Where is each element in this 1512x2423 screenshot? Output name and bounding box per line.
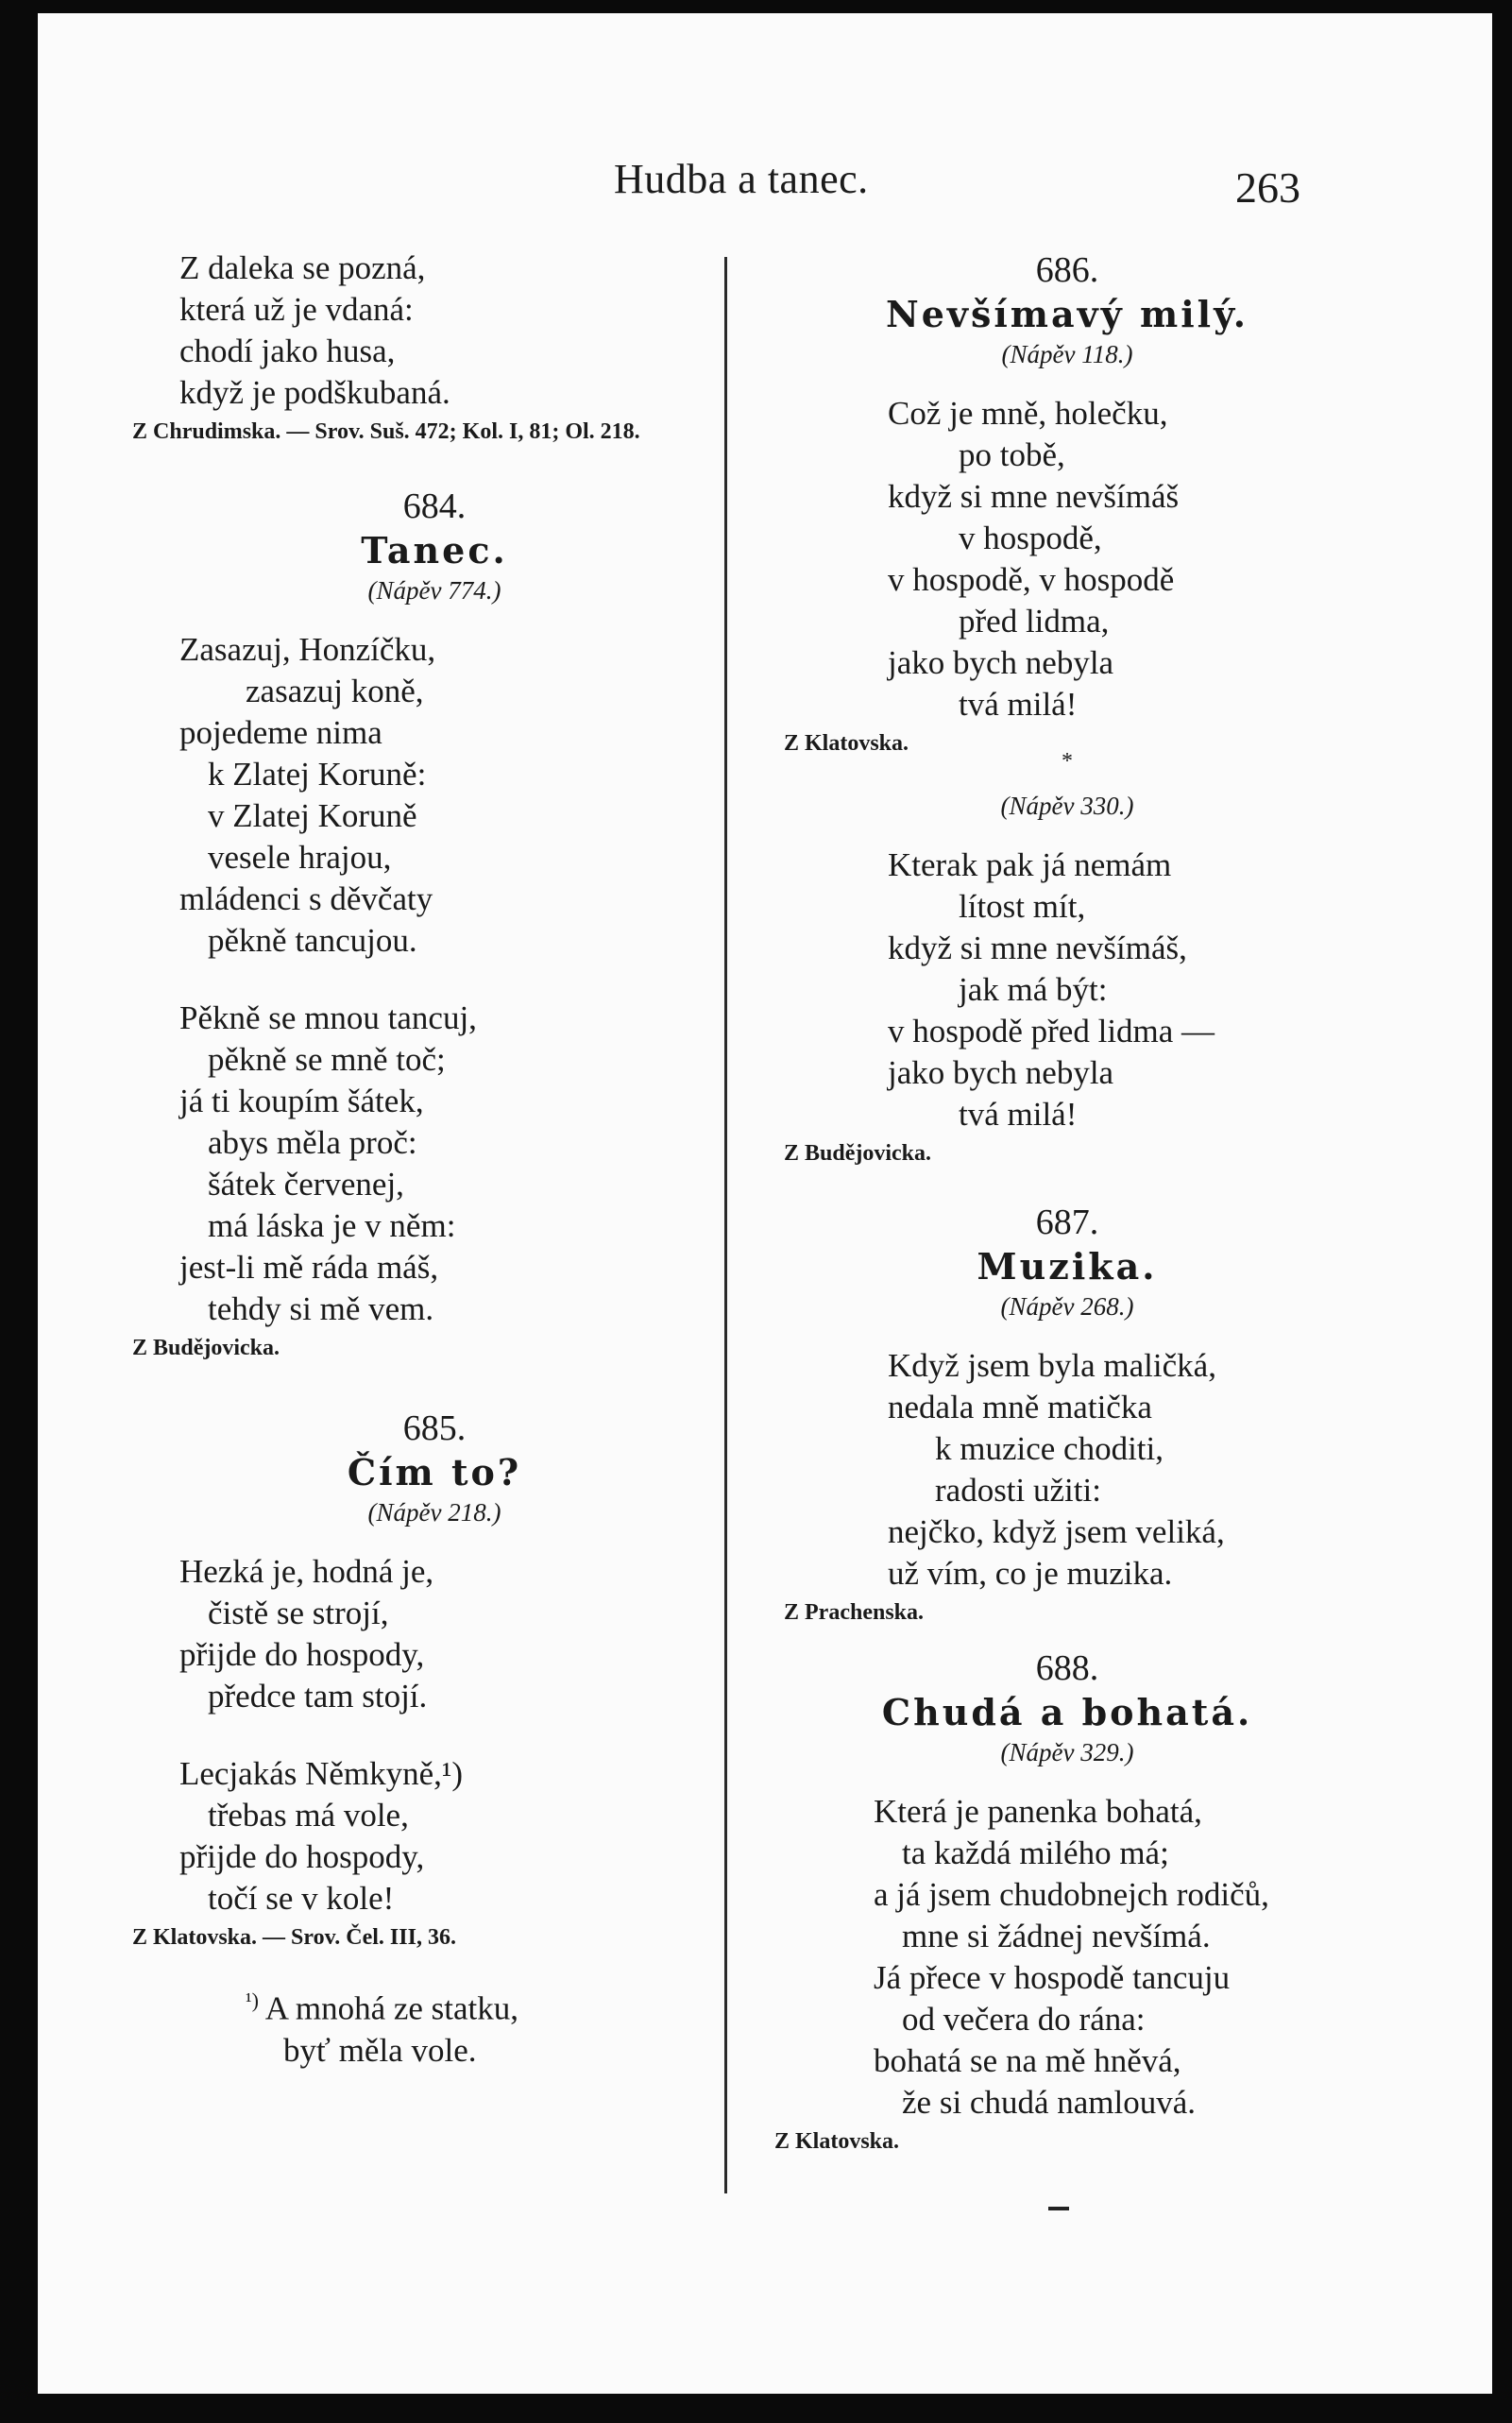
verse-line: když si mne nevšímáš (888, 478, 1180, 515)
verse-line: v Zlatej Koruně (208, 797, 417, 834)
stanza (737, 1345, 1398, 1595)
verse-line: už vím, co je muzika. (888, 1555, 1173, 1592)
verse-line: zasazuj koně, (246, 673, 424, 709)
verse-line: po tobě, (959, 436, 1065, 473)
source-note: Z Klatovska. — Srov. Čel. III, 36. (132, 1925, 456, 1950)
verse-line: k Zlatej Koruně: (208, 756, 427, 793)
verse-line: přijde do hospody, (179, 1636, 425, 1673)
verse-line: jako bych nebyla (888, 1054, 1114, 1091)
verse-line: nejčko, když jsem veliká, (888, 1513, 1225, 1550)
stanza (132, 629, 737, 962)
stanza (132, 1753, 737, 1920)
song-number: 686. (1035, 250, 1099, 290)
verse-line: předce tam stojí. (208, 1678, 428, 1715)
verse-line: od večera do rána: (902, 2001, 1146, 2038)
stanza (737, 393, 1398, 725)
section-asterisk: * (1062, 749, 1073, 774)
verse-line: v hospodě, (959, 520, 1102, 556)
verse-line: vesele hrajou, (208, 839, 392, 876)
verse-line: v hospodě, v hospodě (888, 561, 1175, 598)
verse-line: a já jsem chudobnejch rodičů, (874, 1876, 1269, 1913)
verse-line: Když jsem byla maličká, (888, 1347, 1216, 1384)
source-note: Z Prachenska. (784, 1600, 925, 1625)
verse-line: pěkně tancujou. (208, 922, 417, 959)
footnote-line (246, 1980, 737, 2030)
verse-line: pojedeme nima (179, 714, 382, 751)
verse-line: čistě se strojí, (208, 1595, 389, 1631)
verse-line: Kterak pak já nemám (888, 846, 1172, 883)
verse-line: Což je mně, holečku, (888, 395, 1168, 432)
source-note: Z Klatovska. (774, 2129, 900, 2154)
verse-line: Já přece v hospodě tancuju (874, 1959, 1231, 1996)
verse-line: před lidma, (959, 603, 1110, 640)
verse-line: Lecjakás Němkyně,¹) (179, 1755, 464, 1792)
book-page (38, 13, 1492, 2394)
song-title: Tanec. (361, 529, 508, 572)
running-head: Hudba a tanec. (614, 156, 869, 202)
song-title: Muzika. (977, 1245, 1158, 1288)
source-note: Z Chrudimska. — Srov. Suš. 472; Kol. I, 81; Ol. 218. (132, 419, 640, 444)
verse-line: když je podškubaná. (179, 374, 450, 411)
stanza (132, 1551, 737, 1717)
verse-line: když si mne nevšímáš, (888, 930, 1187, 966)
verse-line: která už je vdaná: (179, 291, 414, 328)
page-number: 263 (1235, 163, 1300, 212)
verse-line: jak má být: (959, 971, 1108, 1008)
verse-line: tvá milá! (959, 1096, 1078, 1133)
verse-line: abys měla proč: (208, 1124, 417, 1161)
verse-line: že si chudá namlouvá. (902, 2084, 1197, 2121)
tune-reference: (Nápěv 118.) (1001, 340, 1133, 368)
verse-line: pěkně se mně toč; (208, 1041, 446, 1078)
verse-line: Která je panenka bohatá, (874, 1793, 1202, 1830)
verse-line: třebas má vole, (208, 1797, 409, 1834)
tune-reference: (Nápěv 268.) (1000, 1292, 1134, 1321)
verse-line: bohatá se na mě hněvá, (874, 2042, 1181, 2079)
song-number: 688. (1035, 1648, 1099, 1688)
stanza (737, 845, 1398, 1135)
verse-line: Hezká je, hodná je, (179, 1553, 434, 1590)
verse-line: šátek červenej, (208, 1166, 404, 1203)
song-number: 684. (402, 486, 467, 526)
stanza (132, 998, 737, 1330)
tune-reference: (Nápěv 330.) (1000, 792, 1134, 820)
source-note: Z Budějovicka. (132, 1336, 280, 1360)
song-title: Nevšímavý milý. (885, 293, 1249, 335)
verse-line: mládenci s děvčaty (179, 880, 433, 917)
tune-reference: (Nápěv 774.) (367, 576, 501, 605)
verse-line: radosti užiti: (935, 1472, 1101, 1509)
song-number: 685. (402, 1408, 467, 1448)
verse-line: točí se v kole! (208, 1880, 395, 1917)
footnote-mark: ¹) (246, 1988, 259, 2012)
verse-line: chodí jako husa, (179, 333, 396, 369)
left-column (132, 247, 737, 2072)
song-number: 687. (1035, 1203, 1099, 1242)
intro-stanza (132, 247, 737, 414)
source-note: Z Klatovska. (784, 731, 909, 756)
verse-line: jest-li mě ráda máš, (179, 1249, 439, 1286)
verse-line: já ti koupím šátek, (179, 1083, 424, 1119)
tune-reference: (Nápěv 218.) (367, 1498, 501, 1527)
footnote-text: A mnohá ze statku, (264, 1989, 519, 2027)
verse-line: Pěkně se mnou tancuj, (179, 999, 477, 1036)
verse-line: Zasazuj, Honzíčku, (179, 631, 436, 668)
stanza (737, 1791, 1398, 2124)
footnote (132, 1980, 737, 2072)
verse-line: lítost mít, (959, 888, 1086, 925)
verse-line: tvá milá! (959, 686, 1078, 723)
verse-line: nedala mně matička (888, 1389, 1152, 1425)
verse-line: jako bych nebyla (888, 644, 1114, 681)
verse-line: má láska je v něm: (208, 1207, 456, 1244)
song-title: Chudá a bohatá. (881, 1691, 1253, 1733)
verse-line: v hospodě před lidma — (888, 1013, 1215, 1049)
song-title: Čím to? (347, 1451, 522, 1493)
right-column (737, 247, 1398, 2156)
verse-line: k muzice choditi, (935, 1430, 1164, 1467)
end-dash (1048, 2207, 1069, 2210)
verse-line: ta každá milého má; (902, 1834, 1169, 1871)
verse-line: Z daleka se pozná, (179, 249, 426, 286)
tune-reference: (Nápěv 329.) (1000, 1738, 1134, 1766)
verse-line: přijde do hospody, (179, 1838, 425, 1875)
verse-line: tehdy si mě vem. (208, 1290, 434, 1327)
footnote-line: byť měla vole. (283, 2031, 477, 2069)
verse-line: mne si žádnej nevšímá. (902, 1918, 1211, 1954)
source-note: Z Budějovicka. (784, 1141, 932, 1166)
